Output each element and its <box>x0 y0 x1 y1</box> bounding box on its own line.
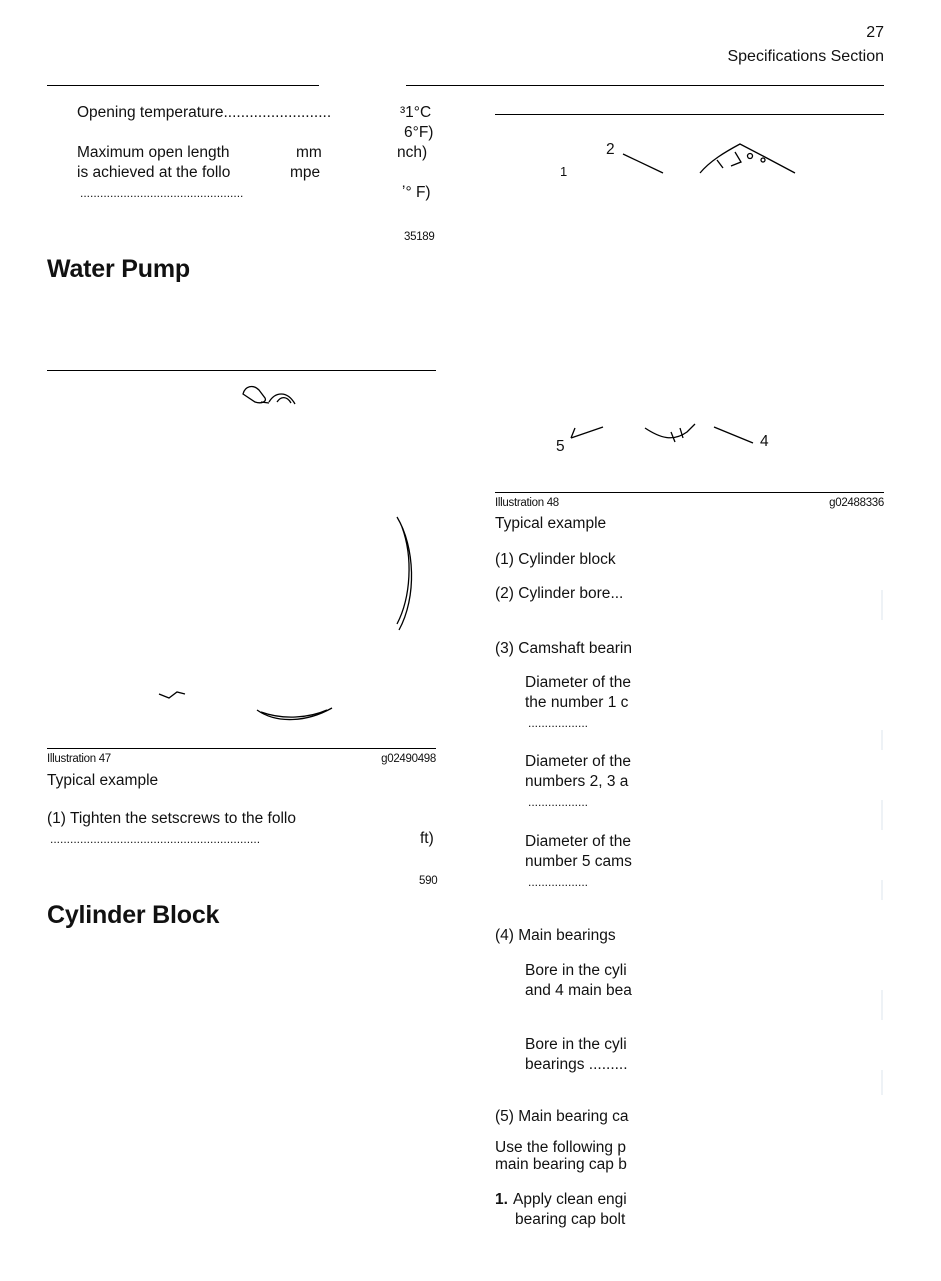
procedure-step-line1: Apply clean engi <box>513 1191 627 1208</box>
callout-1: 1 <box>560 164 568 179</box>
camshaft-bore-1-dots: .................. <box>528 716 589 730</box>
opening-temperature-label: Opening temperature......................... <box>77 104 332 121</box>
camshaft-bore-5-line1: Diameter of the <box>525 833 631 850</box>
water-pump-illustration <box>47 372 436 747</box>
main-bearing-bore-b-line1: Bore in the cyli <box>525 1036 627 1053</box>
callout-5: 5 <box>556 438 565 455</box>
illustration-48-caption: Typical example <box>495 515 607 532</box>
max-open-length-inch: nch) <box>397 144 428 161</box>
thermostat-ref-code: 35189 <box>404 231 435 243</box>
procedure-step-line2: bearing cap bolt <box>515 1211 626 1228</box>
cylinder-block-illustration <box>495 116 884 492</box>
top-rule-left <box>47 85 319 86</box>
opening-temperature-value-f: 6°F) <box>404 124 434 141</box>
illustration-47-code: g02490498 <box>381 753 436 765</box>
camshaft-bore-1-line2: the number 1 c <box>525 694 629 711</box>
main-bearing-bore-a-line1: Bore in the cyli <box>525 962 627 979</box>
camshaft-bore-2-dots: .................. <box>528 795 589 809</box>
camshaft-bore-2-line2: numbers 2, 3 a <box>525 773 629 790</box>
max-open-length-line2b: mpe <box>290 164 321 181</box>
camshaft-bore-1-line1: Diameter of the <box>525 674 631 691</box>
item-camshaft-bearings: (3) Camshaft bearin <box>495 640 632 657</box>
max-open-length-line1: Maximum open length <box>77 144 230 161</box>
item-main-bearing-cap: (5) Main bearing ca <box>495 1108 629 1125</box>
cylinder-block-heading: Cylinder Block <box>47 901 220 929</box>
right-edge-fragments <box>878 580 888 1100</box>
main-bearing-bore-a-line2: and 4 main bea <box>525 982 632 999</box>
pump-fragment-bottom <box>159 692 332 720</box>
pump-fragment-top <box>243 387 295 404</box>
procedure-intro-line1: Use the following p <box>495 1139 626 1156</box>
max-open-length-dots: ................................................. <box>80 186 244 200</box>
illustration-47-label: Illustration 47 <box>47 753 111 765</box>
procedure-step-number: 1. <box>495 1191 508 1208</box>
water-pump-ref-code: 590 <box>419 875 438 887</box>
water-pump-step-1-dots: ............................................................... <box>50 832 261 846</box>
camshaft-bore-5-dots: .................. <box>528 875 589 889</box>
top-rule-right <box>406 85 884 86</box>
callout-4: 4 <box>760 433 769 450</box>
section-title: Specifications Section <box>727 48 884 65</box>
leader-line-2 <box>623 154 663 173</box>
block-fragment-top <box>700 144 795 173</box>
illustration-48-code: g02488336 <box>829 497 884 509</box>
illustration-47-bottom-rule <box>47 748 436 749</box>
main-bearing-bore-b-line2: bearings ......... <box>525 1056 628 1073</box>
camshaft-bore-5-line2: number 5 cams <box>525 853 632 870</box>
water-pump-step-1-value: ft) <box>420 830 434 847</box>
callout-2: 2 <box>606 141 615 158</box>
leader-lines-bottom <box>571 427 753 443</box>
item-main-bearings: (4) Main bearings <box>495 927 616 944</box>
procedure-intro-line2: main bearing cap b <box>495 1156 627 1173</box>
illustration-47-caption: Typical example <box>47 772 159 789</box>
item-cylinder-block: (1) Cylinder block <box>495 551 616 568</box>
max-open-length-unit: mm <box>296 144 322 161</box>
illustration-48-bottom-rule <box>495 492 884 493</box>
item-cylinder-bore: (2) Cylinder bore... <box>495 585 624 602</box>
water-pump-step-1: (1) Tighten the setscrews to the follo <box>47 810 296 827</box>
page-number: 27 <box>866 24 884 41</box>
max-open-length-value: ʼ° F) <box>402 184 431 201</box>
water-pump-heading: Water Pump <box>47 255 190 283</box>
illustration-47-top-rule <box>47 370 436 371</box>
illustration-48-top-rule <box>495 114 884 115</box>
max-open-length-line2: is achieved at the follo <box>77 164 231 181</box>
illustration-48-label: Illustration 48 <box>495 497 559 509</box>
pump-fragment-right-arc <box>397 517 412 630</box>
opening-temperature-value-c: ³1°C <box>400 104 432 121</box>
camshaft-bore-2-line1: Diameter of the <box>525 753 631 770</box>
block-fragment-bottom <box>645 424 695 442</box>
